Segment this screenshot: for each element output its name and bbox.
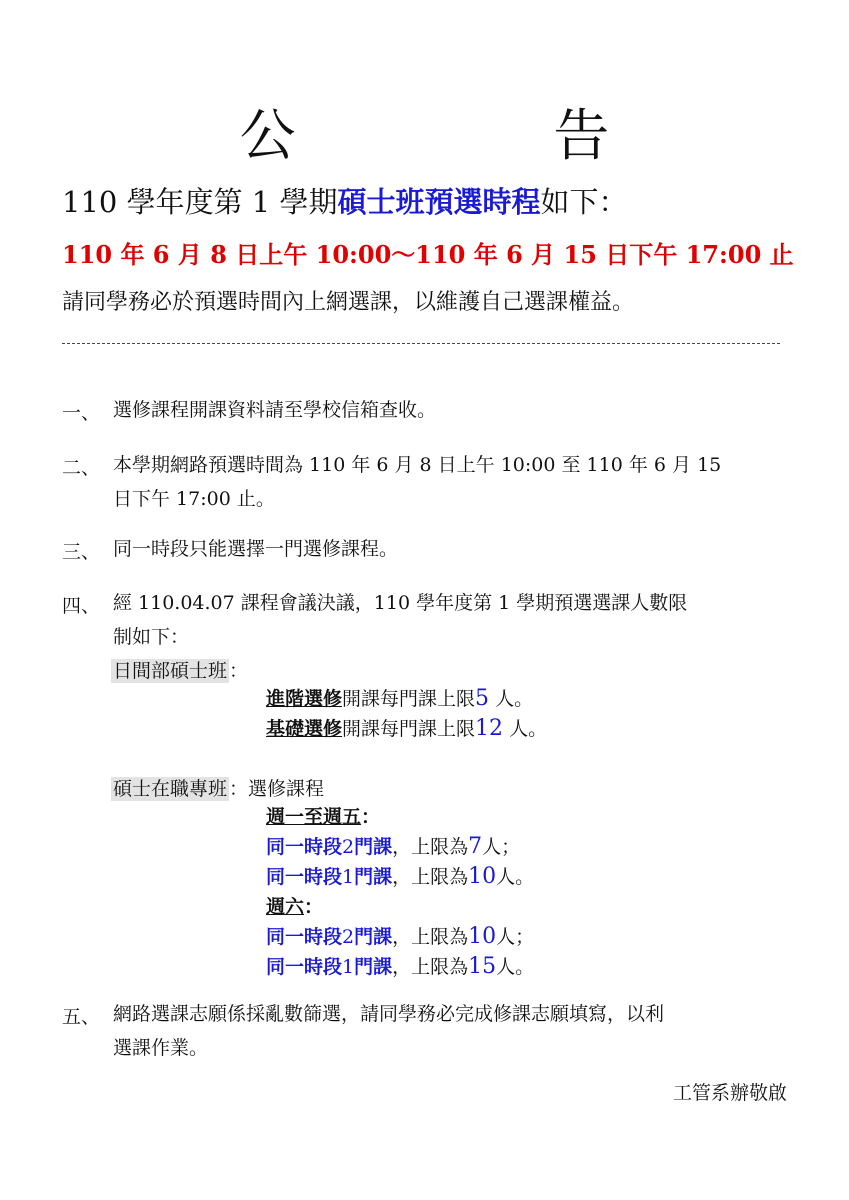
row-num: 2: [342, 926, 355, 948]
row-prefix: 同一時段: [266, 956, 343, 978]
day-program-heading: [111, 656, 248, 683]
weekday-heading: [266, 802, 380, 829]
item-4-line-2: 制如下：: [113, 626, 190, 648]
row-num: 1: [342, 866, 355, 888]
subtitle-suffix: 如下：: [540, 185, 628, 219]
row-prefix: 同一時段: [266, 836, 343, 858]
row-limit: ，上限為: [392, 836, 469, 858]
day-program-label: 日間部碩士班: [113, 660, 228, 682]
row-text: 開課每門課上限: [342, 718, 476, 740]
row-count: 10: [468, 924, 497, 949]
saturday-row-1: [266, 922, 534, 949]
page-title: 公 告: [239, 104, 730, 169]
row-course: 門課: [354, 956, 393, 978]
dashed-divider: [62, 343, 780, 344]
saturday-heading-text: 週六: [266, 896, 305, 918]
inservice-program-suffix: ：選修課程: [229, 778, 325, 800]
row-prefix: 同一時段: [266, 866, 343, 888]
row-limit: ，上限為: [392, 926, 469, 948]
row-course: 門課: [354, 926, 393, 948]
weekday-heading-text: 週一至週五: [266, 806, 362, 828]
day-program-colon: ：: [229, 660, 249, 682]
heading-colon: ：: [304, 896, 324, 918]
row-unit: 人。: [503, 718, 548, 740]
row-course: 門課: [354, 866, 393, 888]
item-3-line-1: 同一時段只能選擇一門選修課程。: [113, 538, 399, 560]
row-count: 7: [468, 834, 483, 859]
row-unit: 人。: [496, 956, 535, 978]
item-1-number: 一、: [62, 402, 101, 424]
limit-number: 12: [475, 716, 504, 741]
row-unit: 人。: [489, 688, 534, 710]
row-count: 15: [468, 954, 497, 979]
item-4-number: 四、: [62, 595, 101, 617]
row-unit: 人。: [496, 866, 535, 888]
row-limit: ，上限為: [392, 866, 469, 888]
row-prefix: 同一時段: [266, 926, 343, 948]
item-2-number: 二、: [62, 457, 101, 479]
item-5-line-2: 選課作業。: [113, 1037, 209, 1059]
item-3-number: 三、: [62, 541, 101, 563]
day-program-row-advanced: [266, 684, 533, 711]
saturday-heading: [266, 892, 323, 919]
subtitle-prefix: 110 學年度第 1 學期: [62, 185, 338, 219]
heading-colon: ：: [361, 806, 381, 828]
inservice-program-heading: [111, 774, 324, 801]
row-unit: 人；: [482, 836, 521, 858]
subtitle-highlight: 碩士班預選時程: [337, 185, 541, 219]
announcement-subtitle: [62, 180, 628, 221]
item-2-line-1: 本學期網路預選時間為 110 年 6 月 8 日上午 10:00 至 110 年 6 月 15: [113, 454, 722, 476]
row-text: 開課每門課上限: [342, 688, 476, 710]
reminder-text: 請同學務必於預選時間內上網選課，以維護自己選課權益。: [62, 290, 635, 315]
item-5-number: 五、: [62, 1006, 101, 1028]
limit-number: 5: [475, 686, 490, 711]
row-limit: ，上限為: [392, 956, 469, 978]
preselection-period: 110 年 6 月 8 日上午 10:00～110 年 6 月 15 日下午 17:00 止: [62, 240, 794, 269]
item-2-line-2: 日下午 17:00 止。: [113, 488, 275, 510]
weekday-row-1: [266, 832, 520, 859]
item-4-line-1: 經 110.04.07 課程會議決議，110 學年度第 1 學期預選選課人數限: [113, 592, 688, 614]
row-num: 1: [342, 956, 355, 978]
signature: 工管系辦敬啟: [672, 1082, 787, 1104]
row-count: 10: [468, 864, 497, 889]
course-type-basic: 基礎選修: [266, 718, 343, 740]
weekday-row-2: [266, 862, 534, 889]
course-type-advanced: 進階選修: [266, 688, 343, 710]
saturday-row-2: [266, 952, 534, 979]
inservice-program-label: 碩士在職專班: [113, 778, 228, 800]
day-program-row-basic: [266, 714, 547, 741]
row-course: 門課: [354, 836, 393, 858]
item-5-line-1: 網路選課志願係採亂數篩選，請同學務必完成修課志願填寫，以利: [113, 1003, 665, 1025]
row-num: 2: [342, 836, 355, 858]
item-1-line-1: 選修課程開課資料請至學校信箱查收。: [113, 399, 437, 421]
row-unit: 人；: [496, 926, 535, 948]
